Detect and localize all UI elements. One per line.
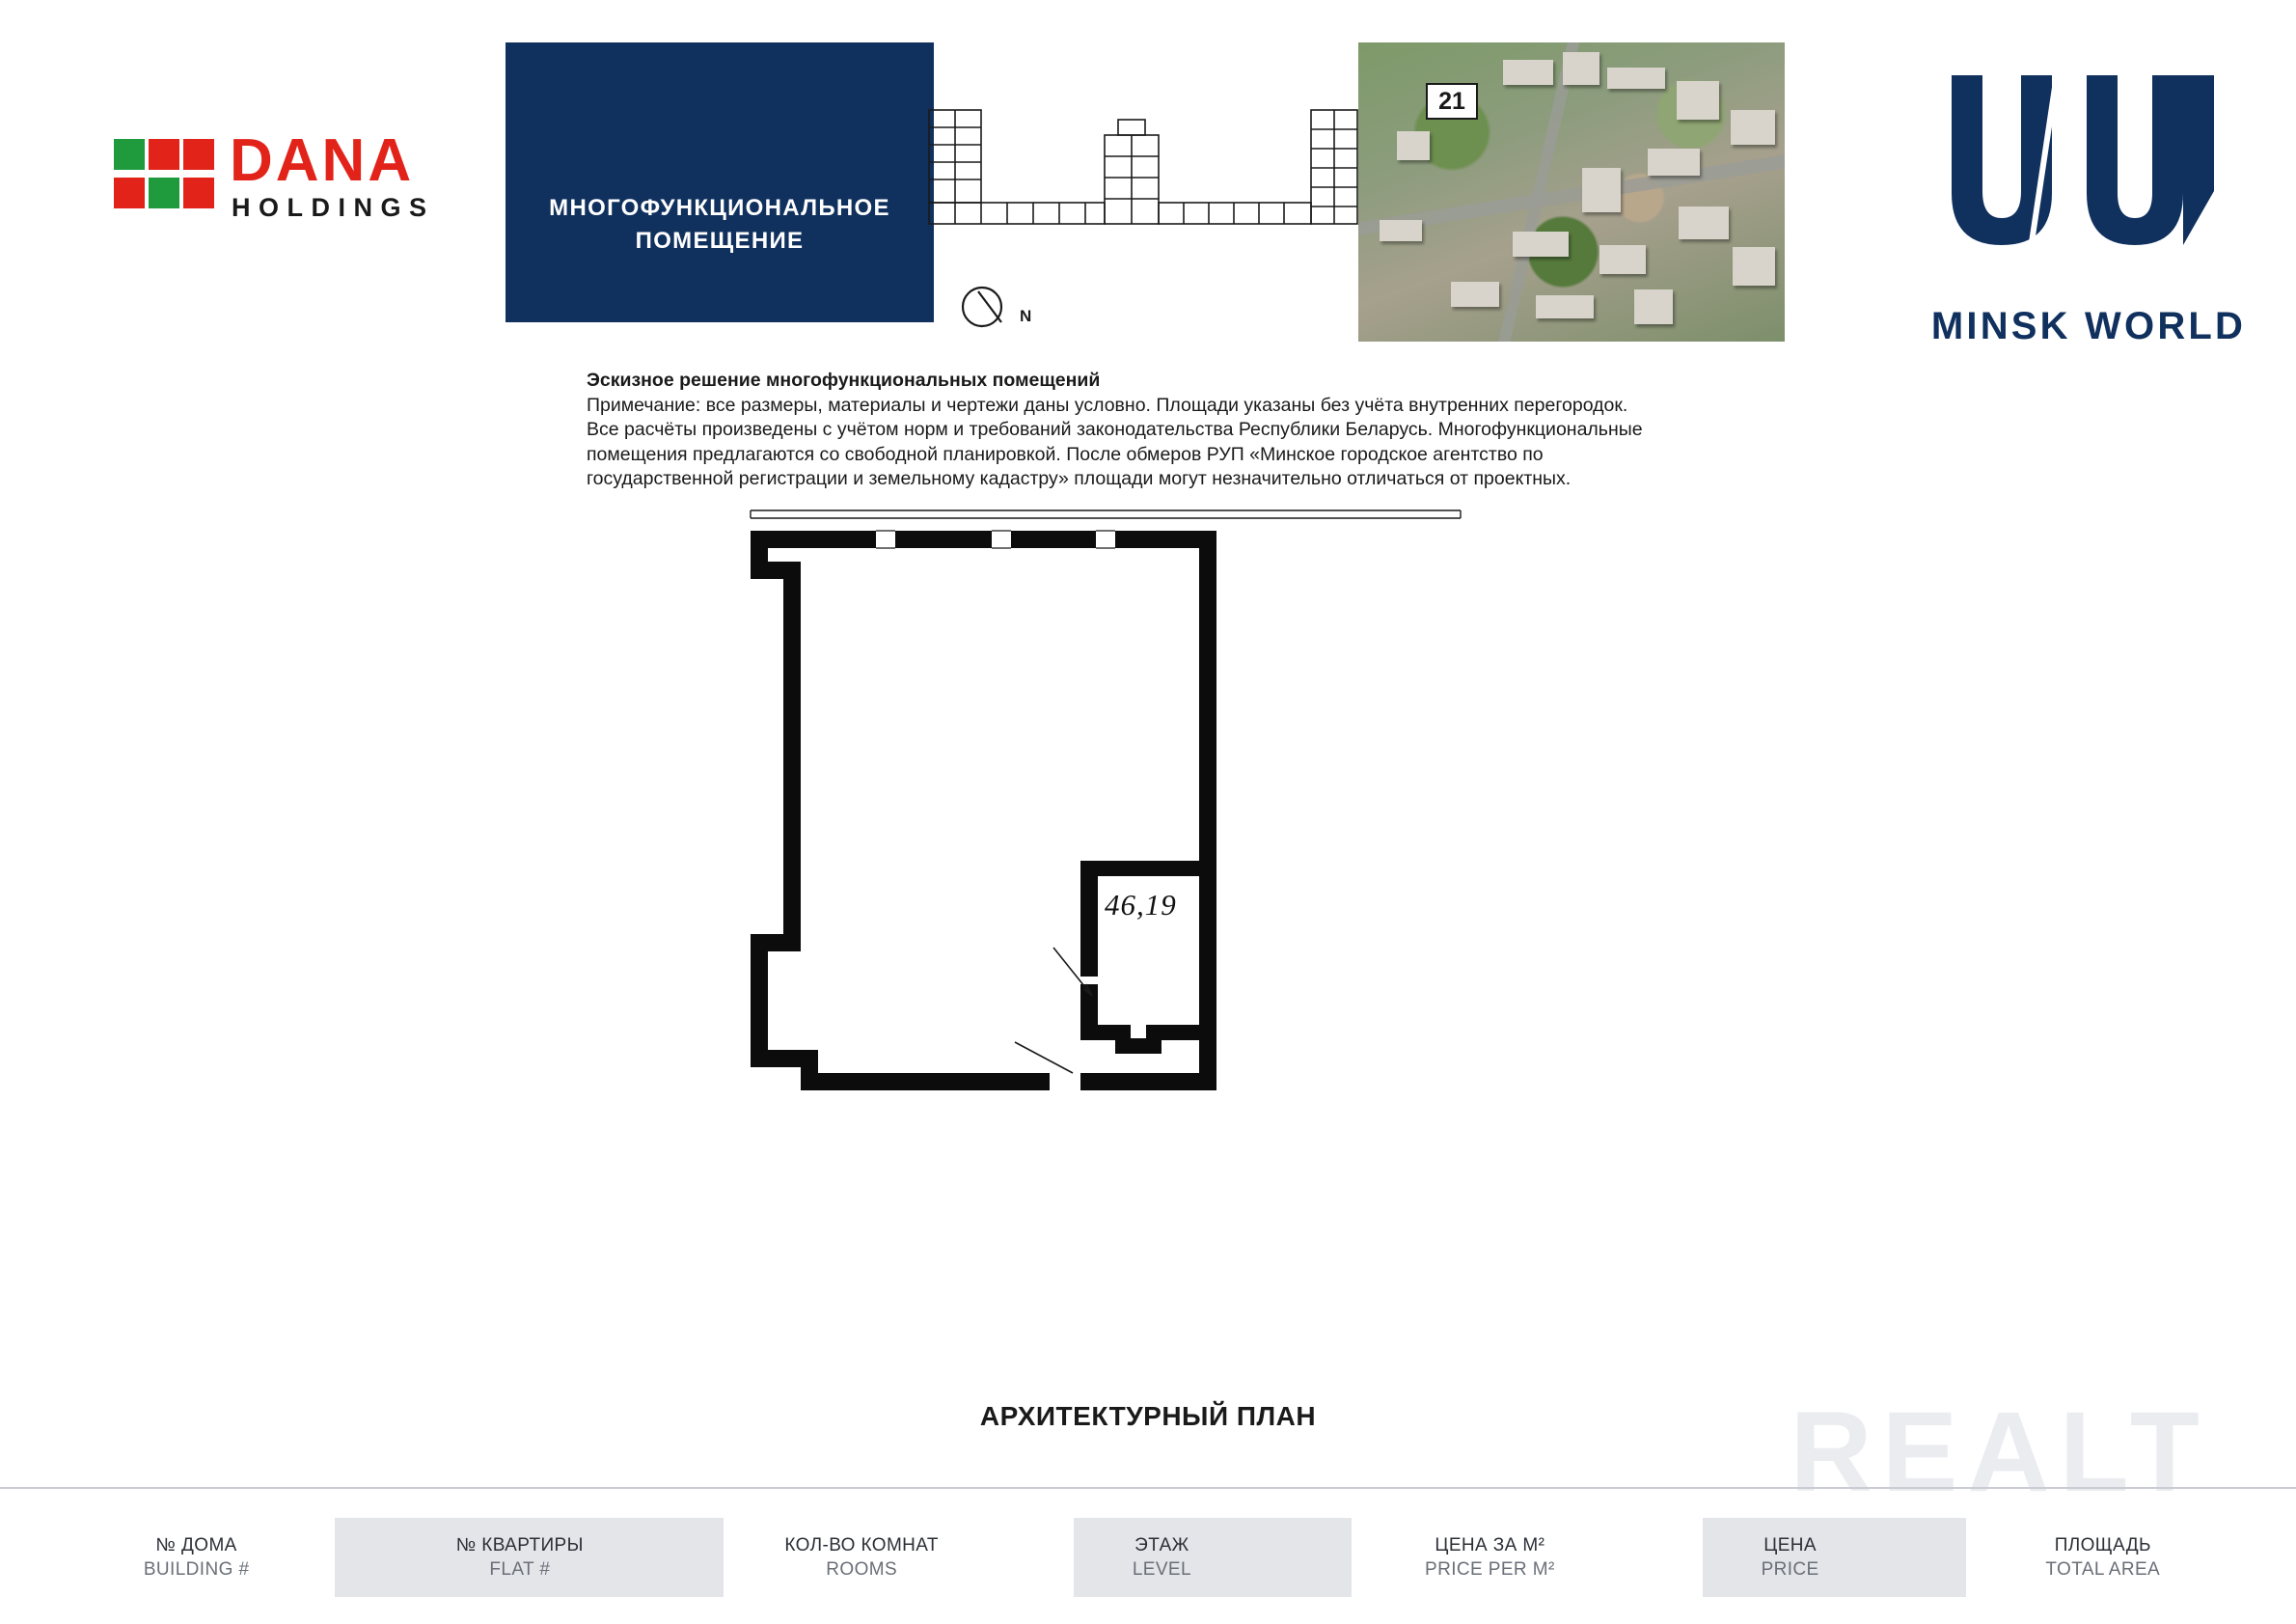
developer-name: DANA (230, 127, 415, 194)
note-title: Эскизное решение многофункциональных помещений (587, 370, 1101, 391)
footer-label-price-per-m2 (1352, 1518, 1628, 1597)
minsk-world-logo (1905, 46, 2272, 347)
footer-value-level[interactable] (1249, 1518, 1351, 1597)
document-title-block (506, 42, 934, 322)
building-number-badge: 21 (1426, 83, 1478, 120)
disclaimer-note (587, 369, 1783, 492)
footer-label-flat (418, 1518, 621, 1597)
room-area-label: 46,19 (1105, 888, 1177, 922)
architectural-floor-plan (733, 502, 1563, 1428)
footer-value-price-per-m2[interactable] (1628, 1518, 1703, 1597)
plan-caption: АРХИТЕКТУРНЫЙ ПЛАН (979, 1401, 1317, 1431)
note-line-1: Примечание: все размеры, материалы и чертежи даны условно. Площади указаны без учёта внутренних перегородок. (587, 394, 1628, 416)
footer-value-flat[interactable] (621, 1518, 723, 1597)
footer-label-building (58, 1518, 335, 1597)
footer-building-en: BUILDING # (143, 1559, 250, 1580)
footer-price-en: PRICE (1761, 1559, 1819, 1580)
developer-subtitle: HOLDINGS (232, 193, 435, 222)
footer-building-ru: № ДОМА (155, 1535, 237, 1555)
footer-label-total-area (1966, 1518, 2240, 1597)
compass-north-icon (957, 278, 1015, 336)
footer-flat-ru: № КВАРТИРЫ (455, 1535, 584, 1555)
footer-price-per-m2-en: PRICE PER M² (1425, 1559, 1555, 1580)
footer-value-rooms[interactable] (1000, 1518, 1075, 1597)
footer-level-en: LEVEL (1132, 1559, 1191, 1580)
floor-plan-drawing (733, 502, 1563, 1428)
footer-rooms-en: ROOMS (826, 1559, 898, 1580)
developer-logo (114, 127, 480, 232)
document-title-line2: ПОМЕЩЕНИЕ (635, 228, 805, 254)
note-line-3: помещения предлагаются со свободной планировкой. После обмеров РУП «Минское городское агентство по (587, 443, 1544, 465)
footer-total-area-ru: ПЛОЩАДЬ (2054, 1535, 2151, 1555)
footer-label-rooms (724, 1518, 1000, 1597)
footer-price-ru: ЦЕНА (1763, 1535, 1817, 1555)
page-header (0, 0, 2296, 347)
realt-watermark: REALT (1790, 1389, 2209, 1516)
footer-flat-en: FLAT # (489, 1559, 551, 1580)
building-floor-outline-icon (921, 106, 1365, 232)
dana-squares-logo-icon (114, 139, 218, 212)
footer-total-area-en: TOTAL AREA (2045, 1559, 2161, 1580)
footer-rooms-ru: КОЛ-ВО КОМНАТ (784, 1535, 939, 1555)
note-line-4: государственной регистрации и земельному кадастру» площади могут незначительно отличаться от проектных. (587, 468, 1572, 489)
footer-level-ru: ЭТАЖ (1134, 1535, 1189, 1555)
footer-value-building[interactable] (335, 1518, 418, 1597)
aerial-site-photo (1358, 42, 1785, 342)
minsk-world-wordmark: MINSK WORLD (1930, 305, 2247, 347)
footer-value-price[interactable] (1878, 1518, 1966, 1597)
spec-footer (0, 1487, 2296, 1624)
note-line-2: Все расчёты произведены с учётом норм и требований законодательства Республики Беларусь. Многофункциональные (587, 419, 1643, 440)
compass-label: N (1020, 307, 1032, 325)
mw-monogram-icon (1942, 46, 2231, 292)
footer-label-price (1703, 1518, 1878, 1597)
footer-price-per-m2-ru: ЦЕНА ЗА М² (1435, 1535, 1545, 1555)
footer-label-level (1074, 1518, 1249, 1597)
document-title-line1: МНОГОФУНКЦИОНАЛЬНОЕ (549, 195, 890, 221)
